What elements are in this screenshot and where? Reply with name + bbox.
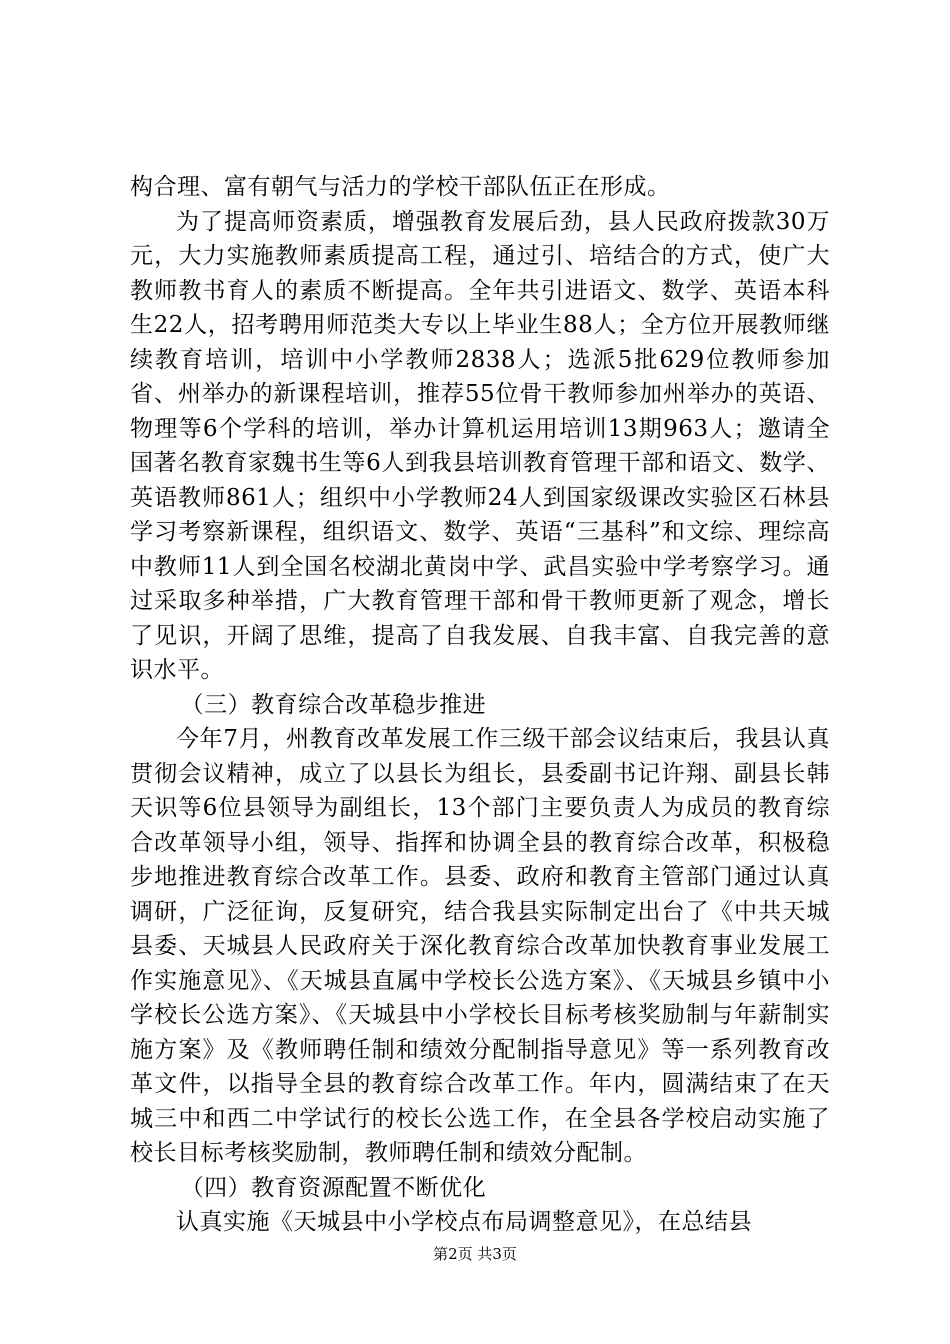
section-heading-4: （四）教育资源配置不断优化 xyxy=(180,1174,487,1201)
paragraph-teacher-training: 为了提高师资素质，增强教育发展后劲，县人民政府拨款30万元，大力实施教师素质提高工程，通过引、培结合的方式，使广大教师教书育人的素质不断提高。全年共引进语文、数学、英语本科生22人，招考聘用师范类大专以上毕业生88人；全方位开展教师继续教育培训，培训中小学教师2838人；选派5批629位教师参加省、州举办的新课程培训，推荐55位骨干教师参加州举办的英语、物理等6个学科的培训，举办计算机运用培训13期963人；邀请全国著名教育家魏书生等6人到我县培训教育管理干部和语文、数学、英语教师861人；组织中小学教师24人到国家级课改实验区石林县学习考察新课程，组织语文、数学、英语“三基科”和文综、理综高中教师11人到全国名校湖北黄岗中学、武昌实验中学考察学习。通过采取多种举措，广大教育管理干部和骨干教师更新了观念，增长了见识，开阔了思维，提高了自我发展、自我丰富、自我完善的意识水平。 xyxy=(130,208,830,683)
document-body xyxy=(130,170,830,1240)
paragraph-resource-allocation: 认真实施《天城县中小学校点布局调整意见》，在总结县 xyxy=(176,1209,752,1235)
paragraph-education-reform: 今年7月，州教育改革发展工作三级干部会议结束后，我县认真贯彻会议精神，成立了以县长为组长，县委副书记许翔、副县长韩天识等6位县领导为副组长，13个部门主要负责人为成员的教育综合改革领导小组，领导、指挥和协调全县的教育综合改革，积极稳步地推进教育综合改革工作。县委、政府和教育主管部门通过认真调研，广泛征询，反复研究，结合我县实际制定出台了《中共天城县委、天城县人民政府关于深化教育综合改革加快教育事业发展工作实施意见》、《天城县直属中学校长公选方案》、《天城县乡镇中小学校长公选方案》、《天城县中小学校长目标考核奖励制与年薪制实施方案》及《教师聘任制和绩效分配制指导意见》等一系列教育改革文件，以指导全县的教育综合改革工作。年内，圆满结束了在天城三中和西二中学试行的校长公选工作，在全县各学校启动实施了校长目标考核奖励制，教师聘任制和绩效分配制。 xyxy=(130,726,830,1166)
paragraph-continuation: 构合理、富有朝气与活力的学校干部队伍正在形成。 xyxy=(130,174,671,200)
section-heading-3: （三）教育综合改革稳步推进 xyxy=(180,691,487,718)
page-footer: 第2页 共3页 xyxy=(433,1245,517,1263)
